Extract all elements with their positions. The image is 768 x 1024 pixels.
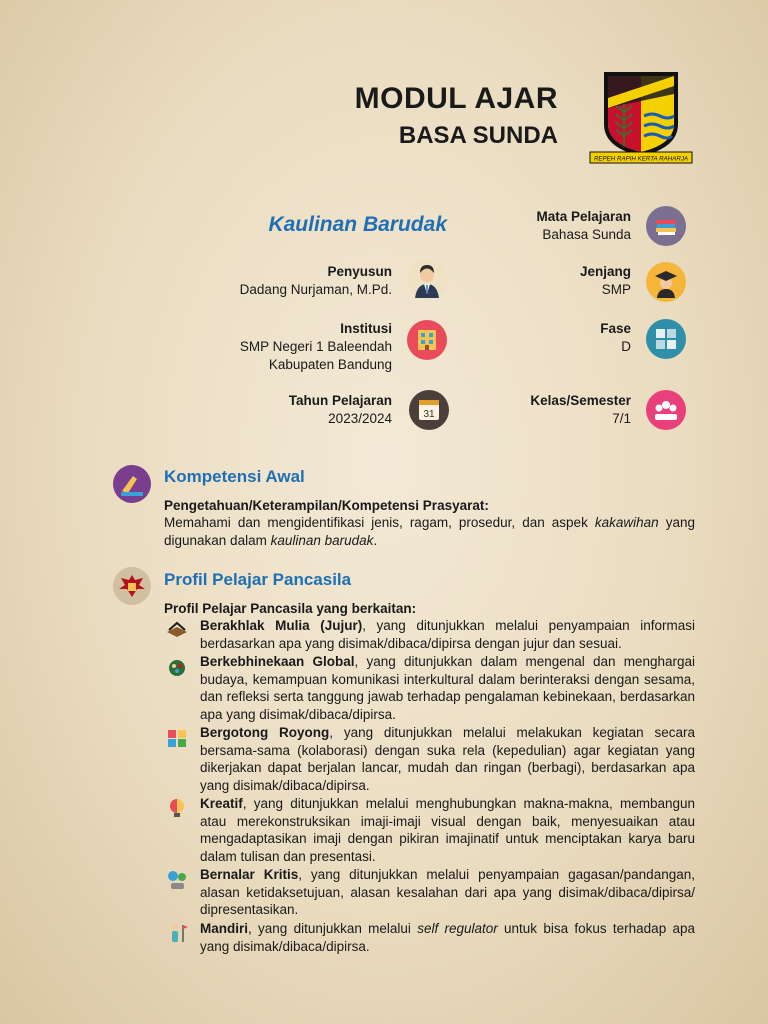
info-tahun [200, 392, 392, 428]
kompetensi-subtitle: Pengetahuan/Keterampilan/Kompetensi Prasyarat: [164, 498, 489, 513]
mata-pelajaran-value: Bahasa Sunda [542, 227, 631, 242]
kelas-value: 7/1 [612, 411, 631, 426]
jenjang-value: SMP [601, 282, 631, 297]
garuda-icon [113, 567, 151, 605]
independent-person-icon [165, 921, 189, 945]
info-jenjang [470, 263, 631, 299]
info-fase [470, 320, 631, 356]
kelas-label: Kelas/Semester [530, 393, 631, 408]
penyusun-label: Penyusun [327, 264, 392, 279]
info-institusi [200, 320, 392, 374]
jenjang-label: Jenjang [579, 264, 631, 279]
lightbulb-icon [165, 796, 189, 820]
books-icon [646, 206, 686, 246]
teamwork-icon [165, 726, 189, 750]
fase-label: Fase [600, 321, 631, 336]
competency-icon [113, 465, 151, 503]
lesson-topic: Kaulinan Barudak [268, 213, 447, 236]
profil-item-berkebhinekaan: Berkebhinekaan Global, yang ditunjukkan dalam mengenal dan menghargai budaya, kemampuan komunikasi interkultural dalam berinteraksi dengan sesama, dan refleksi serta tanggung jawab terhadap pengalaman kebinekaan, berdasarkan apa yang disimak/dibaca/dipirsa. [200, 654, 695, 722]
profil-subtitle: Profil Pelajar Pancasila yang berkaitan: [164, 601, 417, 616]
kompetensi-text: Memahami dan mengidentifikasi jenis, ragam, prosedur, dan aspek kakawihan yang digunakan dalam kaulinan barudak. [164, 515, 695, 548]
svg-text:31: 31 [423, 409, 435, 420]
critical-thinking-icon [165, 868, 189, 892]
profil-item-berakhlak: Berakhlak Mulia (Jujur), yang ditunjukkan melalui penyampaian informasi berdasarkan apa yang disimak/dibaca/dipirsa dengan jujur dan sesuai. [200, 618, 696, 651]
fase-value: D [621, 339, 631, 354]
kompetensi-title: Kompetensi Awal [164, 467, 305, 486]
classroom-icon [646, 390, 686, 430]
profil-item-gotong-royong: Bergotong Royong, yang ditunjukkan melalui melakukan kegiatan secara bersama-sama (kolaborasi) dengan suka rela (kepedulian) agar kegiatan yang dikerjakan dapat berjalan lancar, mudah dan ringan (berbagi), berdasarkan apa yang disimak/dibaca/dipirsa. [200, 725, 695, 793]
teacher-avatar-icon [407, 260, 447, 300]
calendar-icon [409, 390, 449, 430]
institusi-school: SMP Negeri 1 Baleendah [239, 339, 392, 354]
profil-title: Profil Pelajar Pancasila [164, 570, 352, 589]
tahun-value: 2023/2024 [328, 411, 392, 426]
building-icon [407, 320, 447, 360]
bandung-crest-logo [586, 68, 696, 168]
globe-diversity-icon [165, 655, 189, 679]
info-penyusun [200, 263, 392, 299]
quran-book-icon [165, 618, 189, 642]
tahun-label: Tahun Pelajaran [288, 393, 392, 408]
profil-item-kreatif: Kreatif, yang ditunjukkan melalui menghubungkan makna-makna, membangun atau merekonstruksikan imaji-imaji visual dengan baik, menyesuaikan atau mengadaptasikan imaji dengan pikiran imajinatif untuk menciptakan karya baru dalam tulisan dan presentasi. [200, 796, 695, 864]
mata-pelajaran-label: Mata Pelajaran [536, 209, 631, 224]
module-subject-title: BASA SUNDA [398, 122, 558, 149]
module-title: MODUL AJAR [354, 82, 558, 115]
info-mata-pelajaran [470, 208, 631, 244]
profil-item-mandiri: Mandiri, yang ditunjukkan melalui self regulator untuk bisa fokus terhadap apa yang disimak/dibaca/dipirsa. [200, 921, 695, 954]
institusi-regency: Kabupaten Bandung [268, 357, 392, 372]
svg-text:REPEH RAPIH KERTA RAHARJA: REPEH RAPIH KERTA RAHARJA [593, 155, 689, 163]
institusi-label: Institusi [340, 321, 392, 336]
profil-item-bernalar-kritis: Bernalar Kritis, yang ditunjukkan melalui penyampaian gagasan/pandangan, alasan ketidaksetujuan, alasan kesalahan dari apa yang disimak/dibaca/dipirsa/ dipresentasikan. [200, 867, 695, 917]
info-kelas [470, 392, 631, 428]
graduate-icon [646, 262, 686, 302]
puzzle-icon [646, 319, 686, 359]
penyusun-value: Dadang Nurjaman, M.Pd. [239, 282, 392, 297]
